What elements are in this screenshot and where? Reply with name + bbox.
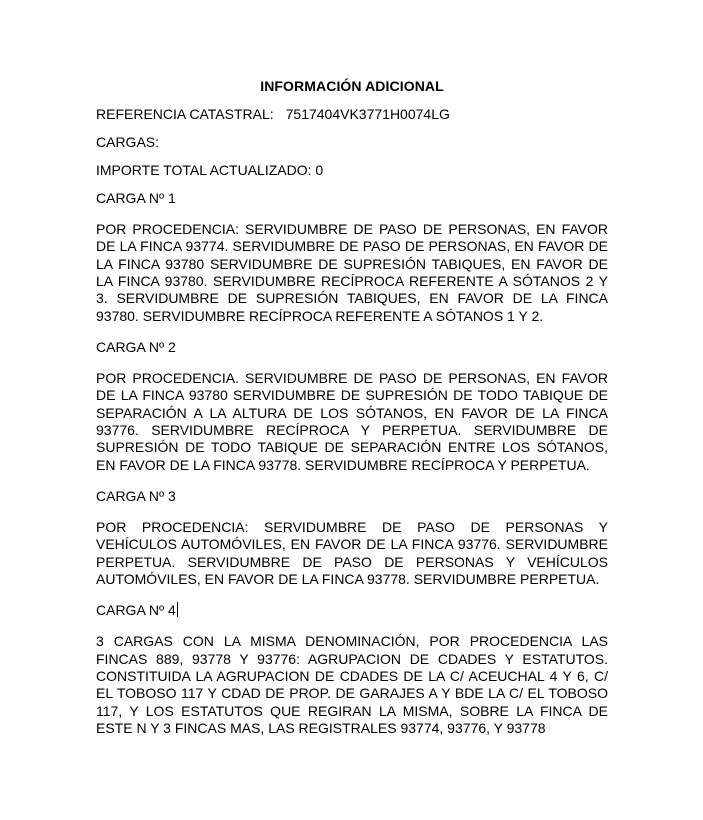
field-cargas-label: CARGAS: bbox=[96, 134, 160, 150]
referencia-catastral-value: 7517404VK3771H0074LG bbox=[285, 106, 450, 122]
carga-3-heading: CARGA Nº 3 bbox=[96, 487, 176, 504]
text-cursor-caret bbox=[177, 602, 178, 617]
carga-1-body: POR PROCEDENCIA: SERVIDUMBRE DE PASO DE PERSONAS, EN FAVOR DE LA FINCA 93774. SERVIDUMBRE DE PASO DE PERSONAS, EN FAVOR DE LA FINCA 93780 SERVIDUMBRE DE SUPRESIÓN TABIQUES, EN FAVOR DE LA FINCA 93780. SERVIDUMBRE RECÍPROCA REFERENTE A SÓTANOS 2 Y 3. SERVIDUMBRE DE SUPRESIÓN TABIQUES, EN FAVOR DE LA FINCA 93780. SERVIDUMBRE RECÍPROCA REFERENTE A SÓTANOS 1 Y 2. bbox=[96, 221, 608, 324]
carga-2-heading: CARGA Nº 2 bbox=[96, 338, 176, 355]
document-title: INFORMACIÓN ADICIONAL bbox=[260, 78, 444, 94]
carga-2-body: POR PROCEDENCIA. SERVIDUMBRE DE PASO DE PERSONAS, EN FAVOR DE LA FINCA 93780 SERVIDUMBRE DE SUPRESIÓN DE TODO TABIQUE DE SEPARACIÓN A LA ALTURA DE LOS SÓTANOS, EN FAVOR DE LA FINCA 93776. SERVIDUMBRE RECÍPROCA Y PERPETUA. SERVIDUMBRE DE SUPRESIÓN DE TODO TABIQUE DE SEPARACIÓN ENTRE LOS SÓTANOS, EN FAVOR DE LA FINCA 93778. SERVIDUMBRE RECÍPROCA Y PERPETUA. bbox=[96, 369, 608, 473]
field-importe-total: IMPORTE TOTAL ACTUALIZADO: 0 bbox=[96, 162, 324, 178]
field-referencia-catastral bbox=[96, 106, 608, 123]
carga-4-heading bbox=[96, 602, 608, 619]
carga-4-body: 3 CARGAS CON LA MISMA DENOMINACIÓN, POR PROCEDENCIA LAS FINCAS 889, 93778 Y 93776: AGRUPACION DE CDADES Y ESTATUTOS. CONSTITUIDA LA AGRUPACION DE CDADES DE LA C/ ACEUCHAL 4 Y 6, C/ EL TOBOSO 117 Y CDAD DE PROP. DE GARAJES A Y BDE LA C/ EL TOBOSO 117, Y LOS ESTATUTOS QUE REGIRAN LA MISMA, SOBRE LA FINCA DE ESTE N Y 3 FINCAS MAS, LAS REGISTRALES 93774, 93776, Y 93778 bbox=[96, 633, 608, 736]
carga-1-heading: CARGA Nº 1 bbox=[96, 190, 176, 206]
carga-3-body: POR PROCEDENCIA: SERVIDUMBRE DE PASO DE PERSONAS Y VEHÍCULOS AUTOMÓVILES, EN FAVOR DE LA FINCA 93776. SERVIDUMBRE PERPETUA. SERVIDUMBRE DE PASO DE PERSONAS Y VEHÍCULOS AUTOMÓVILES, EN FAVOR DE LA FINCA 93778. SERVIDUMBRE PERPETUA. bbox=[96, 518, 608, 587]
carga-4-heading-text: CARGA Nº 4 bbox=[96, 602, 176, 619]
referencia-catastral-label: REFERENCIA CATASTRAL: bbox=[96, 106, 274, 122]
